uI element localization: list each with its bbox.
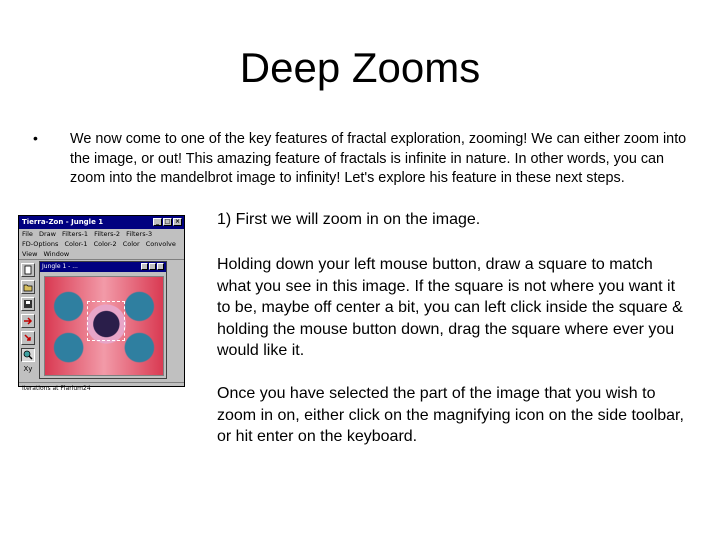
bullet-text: We now come to one of the key features of fractal exploration, zooming! We can either zoom into the image, or out! This amazing feature of fractals is infinite in nature. In other words, you can zoom into the mandelbrot image to infinity! Let's explore his feature in these next steps. bbox=[70, 131, 687, 187]
child-window-controls bbox=[141, 263, 164, 270]
window-controls bbox=[153, 218, 182, 226]
app-statusbar: Iterations at Flarium24 bbox=[19, 382, 184, 394]
slide-title: Deep Zooms bbox=[239, 44, 481, 91]
instruction-paragraph-1: Holding down your left mouse button, draw a square to match what you see in this image. If the square is not where you want it to be, maybe off center a bit, you can left click inside the square & holding the mouse button down, drag the square where ever you would like it. bbox=[217, 256, 683, 359]
menu-row-2 bbox=[22, 239, 184, 249]
menu-filters-1[interactable]: Filters-1 bbox=[62, 230, 88, 238]
menu-filters-2[interactable]: Filters-2 bbox=[94, 230, 121, 238]
menu-file[interactable]: File bbox=[22, 230, 33, 238]
new-icon[interactable] bbox=[21, 263, 35, 277]
arrow-icon[interactable] bbox=[21, 331, 35, 345]
menu-row-1 bbox=[22, 229, 184, 239]
child-title: Jungle 1 - ... bbox=[42, 263, 78, 270]
menu-filters-3[interactable]: Filters-3 bbox=[126, 230, 153, 238]
close-icon[interactable]: × bbox=[174, 218, 181, 225]
menu-view[interactable]: View bbox=[22, 250, 38, 258]
menu-color-2[interactable]: Color-2 bbox=[93, 240, 117, 248]
maximize-icon[interactable] bbox=[149, 263, 156, 270]
save-icon[interactable] bbox=[21, 297, 35, 311]
bullet-marker: • bbox=[33, 130, 38, 146]
menu-convolve[interactable]: Convolve bbox=[145, 240, 176, 248]
child-window bbox=[39, 261, 167, 379]
menu-color[interactable]: Color bbox=[122, 240, 140, 248]
step-heading: 1) First we will zoom in on the image. bbox=[217, 211, 481, 228]
instruction-paragraph-2: Once you have selected the part of the image that you wish to zoom in on, either click on the magnifying icon on the side toolbar, or hit enter on the keyboard. bbox=[217, 385, 684, 445]
arrow-icon[interactable] bbox=[21, 314, 35, 328]
menu-color-1[interactable]: Color-1 bbox=[64, 240, 88, 248]
menu-row-3 bbox=[22, 249, 184, 259]
zoom-selection-square[interactable] bbox=[87, 301, 125, 341]
open-icon[interactable] bbox=[21, 280, 35, 294]
app-screenshot bbox=[18, 215, 185, 392]
child-titlebar bbox=[40, 262, 166, 272]
minimize-icon[interactable]: _ bbox=[153, 218, 162, 226]
magnify-icon[interactable] bbox=[21, 348, 35, 362]
minimize-icon[interactable] bbox=[141, 263, 148, 270]
close-icon[interactable] bbox=[157, 263, 164, 270]
app-titlebar bbox=[19, 216, 184, 229]
menu-fd-options[interactable]: FD-Options bbox=[22, 240, 59, 248]
menu-window[interactable]: Window bbox=[43, 250, 70, 258]
tool-label: Xy bbox=[23, 365, 33, 373]
app-title: Tierra-Zon - Jungle 1 bbox=[22, 218, 104, 226]
maximize-icon[interactable]: □ bbox=[164, 218, 171, 225]
app-body bbox=[19, 259, 184, 382]
app-menubar bbox=[19, 229, 184, 259]
fractal-image[interactable] bbox=[44, 276, 164, 376]
menu-draw[interactable]: Draw bbox=[38, 230, 56, 238]
side-toolbar bbox=[21, 263, 35, 373]
